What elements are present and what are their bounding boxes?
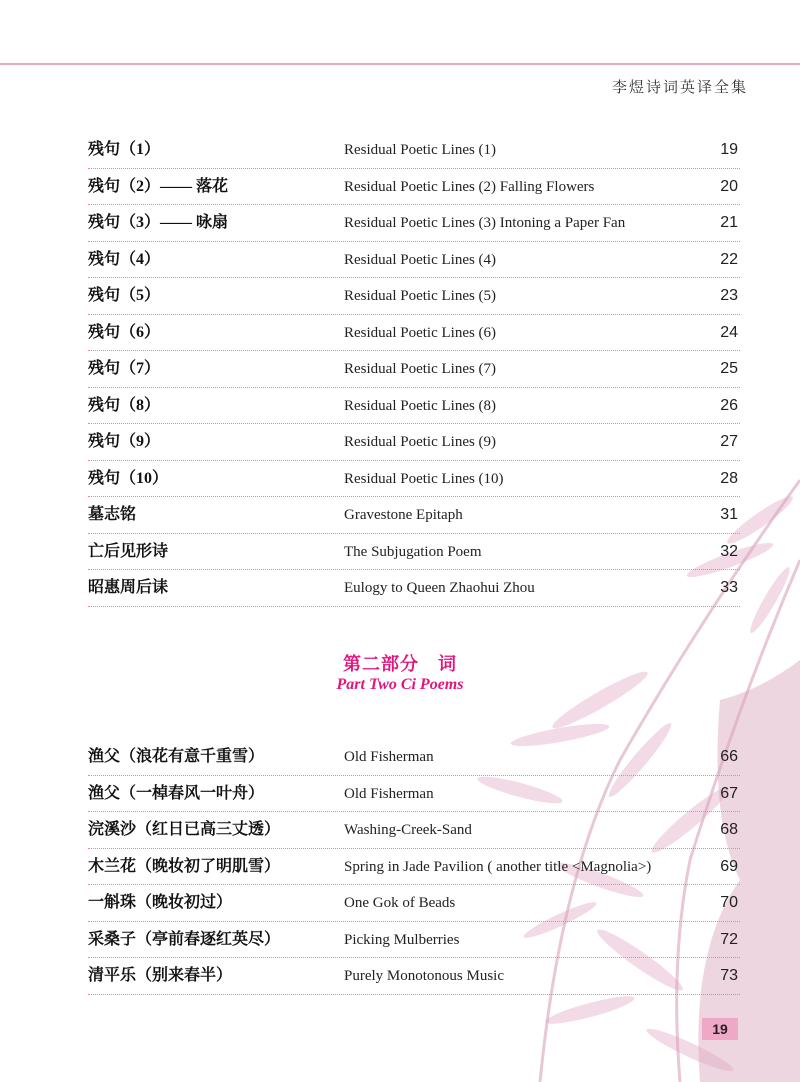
toc-entry[interactable] <box>88 315 740 352</box>
toc-entry-english-title: Residual Poetic Lines (10) <box>344 470 504 487</box>
toc-entry-chinese-title: 残句（4） <box>88 250 161 268</box>
toc-entry-chinese-title: 残句（7） <box>88 360 161 377</box>
toc-entry-english-title: One Gok of Beads <box>344 895 456 911</box>
toc-entry-english-title: Residual Poetic Lines (1) <box>344 142 497 158</box>
toc-entry-english-title: Residual Poetic Lines (2) Falling Flowers <box>344 178 595 195</box>
toc-entry-english-title: Picking Mulberries <box>344 931 460 948</box>
toc-entry-chinese-title: 残句（2）—— 落花 <box>88 177 229 195</box>
toc-entry[interactable] <box>88 278 740 315</box>
toc-entry-chinese-title: 残句（5） <box>88 287 161 304</box>
toc-entry-page-number: 23 <box>720 287 738 304</box>
toc-entry-page-number: 20 <box>720 177 738 195</box>
toc-entry[interactable] <box>88 424 740 461</box>
toc-entry[interactable] <box>88 776 740 813</box>
toc-entry-english-title: Old Fisherman <box>344 785 434 802</box>
toc-entry-page-number: 66 <box>720 748 738 765</box>
toc-entry-chinese-title: 墓志铭 <box>88 506 137 523</box>
toc-entry[interactable] <box>88 922 740 959</box>
toc-entry-chinese-title: 残句（10） <box>88 469 169 487</box>
toc-entry-page-number: 25 <box>720 360 738 377</box>
section-title-english: Part Two Ci Poems <box>336 676 464 693</box>
toc-entry-english-title: Washing-Creek-Sand <box>344 822 472 838</box>
toc-entry-chinese-title: 采桑子（亭前春逐红英尽） <box>88 930 281 948</box>
toc-entry-chinese-title: 残句（1） <box>88 141 161 158</box>
toc-entry[interactable] <box>88 461 740 498</box>
toc-entry-page-number: 69 <box>720 857 738 875</box>
toc-entry[interactable] <box>88 885 740 922</box>
toc-part-two <box>88 739 740 995</box>
toc-entry[interactable] <box>88 534 740 571</box>
toc-entry-english-title: Residual Poetic Lines (7) <box>344 361 497 377</box>
toc-entry-english-title: Residual Poetic Lines (3) Intoning a Paper Fan <box>344 215 626 231</box>
toc-entry-page-number: 22 <box>720 250 738 268</box>
toc-entry-english-title: Residual Poetic Lines (6) <box>344 324 497 341</box>
toc-entry-english-title: Residual Poetic Lines (8) <box>344 397 497 414</box>
toc-entry-page-number: 31 <box>720 506 738 523</box>
toc-entry[interactable] <box>88 849 740 886</box>
toc-entry-english-title: The Subjugation Poem <box>344 543 482 560</box>
toc-entry-english-title: Old Fisherman <box>344 749 434 765</box>
toc-entry[interactable] <box>88 351 740 388</box>
header-rule <box>0 63 800 65</box>
toc-entry-page-number: 24 <box>720 323 738 341</box>
toc-entry-english-title: Residual Poetic Lines (5) <box>344 288 497 304</box>
toc-entry[interactable] <box>88 570 740 607</box>
section-title-chinese: 第二部分 词 <box>343 654 457 674</box>
toc-entry-page-number: 27 <box>720 433 738 450</box>
toc-entry-page-number: 72 <box>720 930 738 948</box>
toc-entry-chinese-title: 浣溪沙（红日已高三丈透） <box>88 821 281 838</box>
toc-entry[interactable] <box>88 205 740 242</box>
toc-entry-chinese-title: 残句（9） <box>88 433 161 450</box>
toc-entry-chinese-title: 木兰花（晚妆初了明肌雪） <box>88 857 281 875</box>
toc-entry-chinese-title: 亡后见形诗 <box>88 542 169 560</box>
toc-entry-page-number: 28 <box>720 469 738 487</box>
toc-entry-chinese-title: 昭惠周后诔 <box>88 579 169 596</box>
toc-entry-page-number: 26 <box>720 396 738 414</box>
toc-entry-page-number: 70 <box>720 894 738 911</box>
toc-entry-chinese-title: 一斛珠（晚妆初过） <box>88 894 233 911</box>
toc-entry[interactable] <box>88 739 740 776</box>
toc-entry-page-number: 21 <box>720 214 738 231</box>
toc-entry-page-number: 19 <box>720 141 738 158</box>
toc-entry[interactable] <box>88 242 740 279</box>
toc-entry[interactable] <box>88 958 740 995</box>
toc-entry-chinese-title: 残句（3）—— 咏扇 <box>88 214 229 231</box>
toc-entry-english-title: Spring in Jade Pavilion ( another title <Magnolia>) <box>344 858 652 875</box>
toc-entry-page-number: 73 <box>720 967 738 984</box>
toc-entry-english-title: Purely Monotonous Music <box>344 968 505 984</box>
toc-entry[interactable] <box>88 132 740 169</box>
toc-entry[interactable] <box>88 812 740 849</box>
toc-entry-page-number: 32 <box>720 542 738 560</box>
toc-entry-chinese-title: 残句（8） <box>88 396 161 414</box>
toc-entry-english-title: Eulogy to Queen Zhaohui Zhou <box>344 580 535 596</box>
toc-entry[interactable] <box>88 169 740 206</box>
toc-entry-page-number: 33 <box>720 579 738 596</box>
toc-entry-page-number: 68 <box>720 821 738 838</box>
toc-entry-english-title: Gravestone Epitaph <box>344 507 463 523</box>
toc-part-one <box>88 132 740 607</box>
toc-entry-chinese-title: 清平乐（别来春半） <box>88 967 233 984</box>
running-header-book-title: 李煜诗词英译全集 <box>611 80 748 96</box>
toc-entry-chinese-title: 渔父（一棹春风一叶舟） <box>88 784 265 802</box>
toc-entry[interactable] <box>88 388 740 425</box>
page-number-badge: 19 <box>702 1018 738 1040</box>
toc-entry-chinese-title: 残句（6） <box>88 323 161 341</box>
toc-entry-chinese-title: 渔父（浪花有意千重雪） <box>88 748 265 765</box>
toc-entry[interactable] <box>88 497 740 534</box>
toc-entry-english-title: Residual Poetic Lines (9) <box>344 434 497 450</box>
toc-entry-page-number: 67 <box>720 784 738 802</box>
toc-entry-english-title: Residual Poetic Lines (4) <box>344 251 497 268</box>
